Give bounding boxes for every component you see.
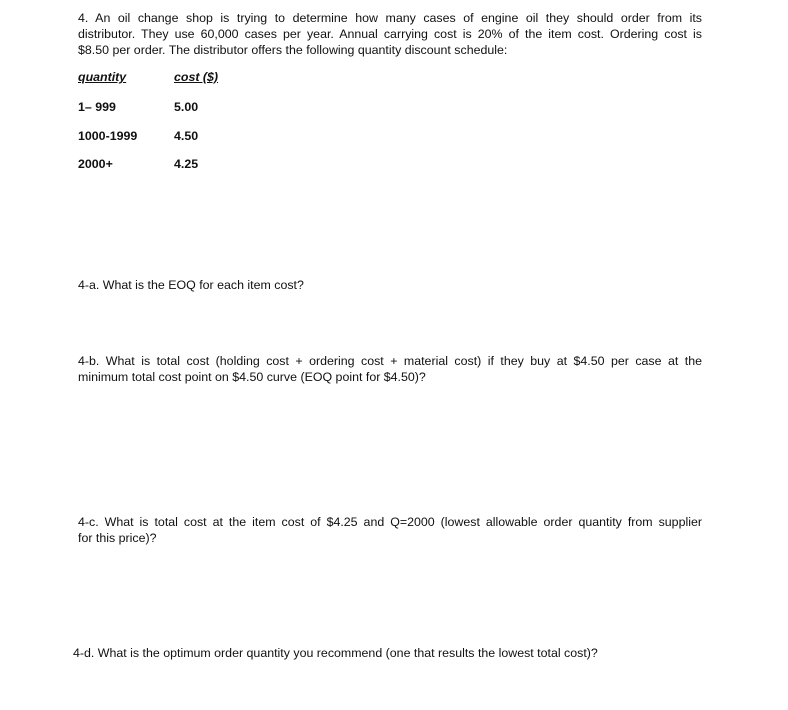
- table-cell-quantity: 1– 999: [78, 100, 116, 114]
- question-4a: [78, 277, 304, 293]
- table-cell-quantity: 2000+: [78, 157, 113, 171]
- question-line: 4-d. What is the optimum order quantity you recommend (one that results the lowest total cost)?: [73, 646, 598, 660]
- table-cell-quantity: 1000-1999: [78, 129, 138, 143]
- question-line: 4-c. What is total cost at the item cost of $4.25 and Q=2000 (lowest allowable order quantity from supplier: [78, 515, 702, 529]
- problem-line: $8.50 per order. The distributor offers the following quantity discount schedule:: [78, 43, 508, 57]
- question-4d: [73, 645, 598, 661]
- question-line: 4-a. What is the EOQ for each item cost?: [78, 278, 304, 292]
- table-cell-cost: 5.00: [174, 100, 199, 114]
- question-4c: [78, 514, 702, 546]
- problem-statement: [78, 10, 702, 58]
- question-line: 4-b. What is total cost (holding cost + ordering cost + material cost) if they buy at $4.50 per case at the: [78, 354, 702, 368]
- question-line: minimum total cost point on $4.50 curve (EOQ point for $4.50)?: [78, 370, 426, 384]
- table-cell-cost: 4.50: [174, 129, 199, 143]
- table-header-quantity: quantity: [78, 70, 127, 84]
- table-cell-cost: 4.25: [174, 157, 199, 171]
- table-header-cost: cost ($): [174, 70, 219, 84]
- question-4b: [78, 353, 702, 385]
- problem-line: 4. An oil change shop is trying to determine how many cases of engine oil they should order from its: [78, 11, 702, 25]
- problem-line: distributor. They use 60,000 cases per year. Annual carrying cost is 20% of the item cost. Ordering cost is: [78, 27, 702, 41]
- question-line: for this price)?: [78, 531, 157, 545]
